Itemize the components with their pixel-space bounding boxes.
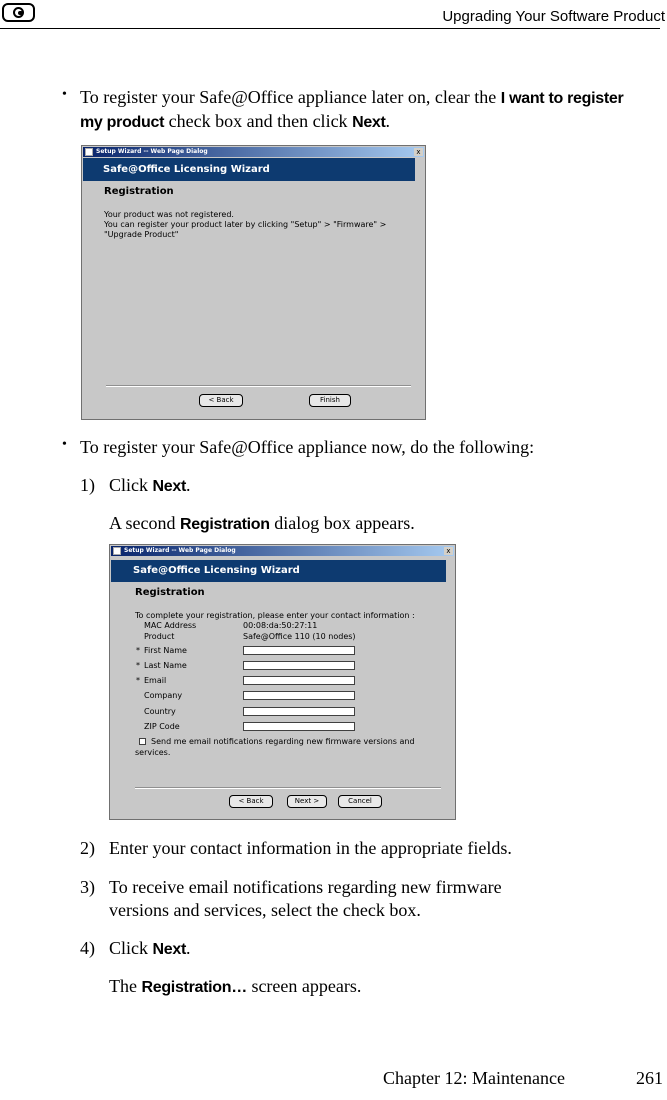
required-marker: * xyxy=(136,661,140,670)
step-2-text: Enter your contact information in the appropriate fields. xyxy=(109,838,512,858)
step-3-text-line1: To receive email notifications regarding new firmware xyxy=(109,877,502,897)
text-segment: screen appears. xyxy=(246,976,362,996)
wizard-banner: Safe@Office Licensing Wizard xyxy=(83,158,415,181)
cancel-button[interactable]: Cancel xyxy=(338,795,382,808)
close-icon[interactable]: x xyxy=(444,547,453,555)
product-logo-icon xyxy=(2,3,35,22)
footer-page-number: 261 xyxy=(636,1068,663,1088)
bullet-paragraph-register-now: To register your Safe@Office appliance now, do the following: xyxy=(80,437,535,457)
dialog-intro: To complete your registration, please enter your contact information : xyxy=(135,611,415,620)
dialog-screenshot-registration-form xyxy=(109,544,456,820)
dialog-window-title: Setup Wizard -- Web Page Dialog xyxy=(96,148,208,155)
zip-code-input[interactable] xyxy=(243,722,355,731)
dialog-message-line: Your product was not registered. xyxy=(104,210,234,219)
dialog-screenshot-not-registered xyxy=(81,145,426,420)
wizard-banner: Safe@Office Licensing Wizard xyxy=(111,560,446,582)
required-marker: * xyxy=(136,646,140,655)
step-4-text xyxy=(109,937,190,961)
text-segment: To register your Safe@Office appliance later on, clear the xyxy=(80,87,501,107)
ui-term-next: Next xyxy=(152,941,186,958)
text-segment: A second xyxy=(109,513,180,533)
step-1-result xyxy=(109,512,415,536)
product-label: Product xyxy=(144,632,175,641)
dialog-separator xyxy=(135,787,441,789)
ui-term-next: Next xyxy=(352,114,386,131)
text-segment: The xyxy=(109,976,142,996)
last-name-input[interactable] xyxy=(243,661,355,670)
ui-term-registration-screen: Registration… xyxy=(141,979,247,996)
first-name-label: First Name xyxy=(144,646,187,655)
footer-chapter: Chapter 12: Maintenance xyxy=(383,1068,565,1088)
dialog-message-line: You can register your product later by clicking "Setup" > "Firmware" > xyxy=(104,220,387,229)
mac-address-value: 00:08:da:50:27:11 xyxy=(243,621,318,630)
dialog-titlebar xyxy=(83,147,424,157)
window-icon xyxy=(85,148,93,156)
last-name-label: Last Name xyxy=(144,661,187,670)
country-label: Country xyxy=(144,707,176,716)
page-header-title: Upgrading Your Software Product xyxy=(442,8,665,25)
text-segment: . xyxy=(185,938,191,958)
bullet-paragraph-register-later xyxy=(80,86,640,134)
step-number: 4) xyxy=(80,938,95,958)
text-segment: Click xyxy=(109,938,153,958)
text-segment: dialog box appears. xyxy=(269,513,415,533)
dialog-heading: Registration xyxy=(104,186,174,197)
zip-code-label: ZIP Code xyxy=(144,722,180,731)
dialog-message-line: "Upgrade Product" xyxy=(104,230,179,239)
ui-term-registration: Registration xyxy=(180,516,270,533)
dialog-window-title: Setup Wizard -- Web Page Dialog xyxy=(124,547,236,554)
company-label: Company xyxy=(144,691,183,700)
country-input[interactable] xyxy=(243,707,355,716)
ui-term-checkbox-label: I want to register my product xyxy=(80,90,624,131)
bullet-icon: • xyxy=(62,437,67,452)
back-button[interactable]: < Back xyxy=(229,795,273,808)
step-1-text xyxy=(109,474,190,498)
product-value: Safe@Office 110 (10 nodes) xyxy=(243,632,356,641)
required-marker: * xyxy=(136,676,140,685)
header-rule xyxy=(0,28,660,29)
ui-term-next: Next xyxy=(152,478,186,495)
email-notifications-label-cont: services. xyxy=(135,748,171,757)
company-input[interactable] xyxy=(243,691,355,700)
text-segment: . xyxy=(185,475,191,495)
step-number: 3) xyxy=(80,877,95,897)
dialog-heading: Registration xyxy=(135,587,205,598)
text-segment: Click xyxy=(109,475,153,495)
dialog-separator xyxy=(106,385,411,387)
email-input[interactable] xyxy=(243,676,355,685)
step-number: 1) xyxy=(80,475,95,495)
text-segment: . xyxy=(385,111,391,131)
bullet-icon: • xyxy=(62,87,67,102)
step-number: 2) xyxy=(80,838,95,858)
dialog-titlebar xyxy=(111,546,454,556)
email-label: Email xyxy=(144,676,167,685)
window-icon xyxy=(113,547,121,555)
close-icon[interactable]: x xyxy=(414,148,423,156)
text-segment: check box and then click xyxy=(164,111,353,131)
email-notifications-label: Send me email notifications regarding new firmware versions and xyxy=(151,737,415,746)
email-notifications-checkbox[interactable] xyxy=(139,738,146,745)
back-button[interactable]: < Back xyxy=(199,394,243,407)
mac-address-label: MAC Address xyxy=(144,621,197,630)
next-button[interactable]: Next > xyxy=(287,795,327,808)
step-3-text-line2: versions and services, select the check box. xyxy=(109,900,421,920)
finish-button[interactable]: Finish xyxy=(309,394,351,407)
first-name-input[interactable] xyxy=(243,646,355,655)
step-4-result xyxy=(109,975,361,999)
